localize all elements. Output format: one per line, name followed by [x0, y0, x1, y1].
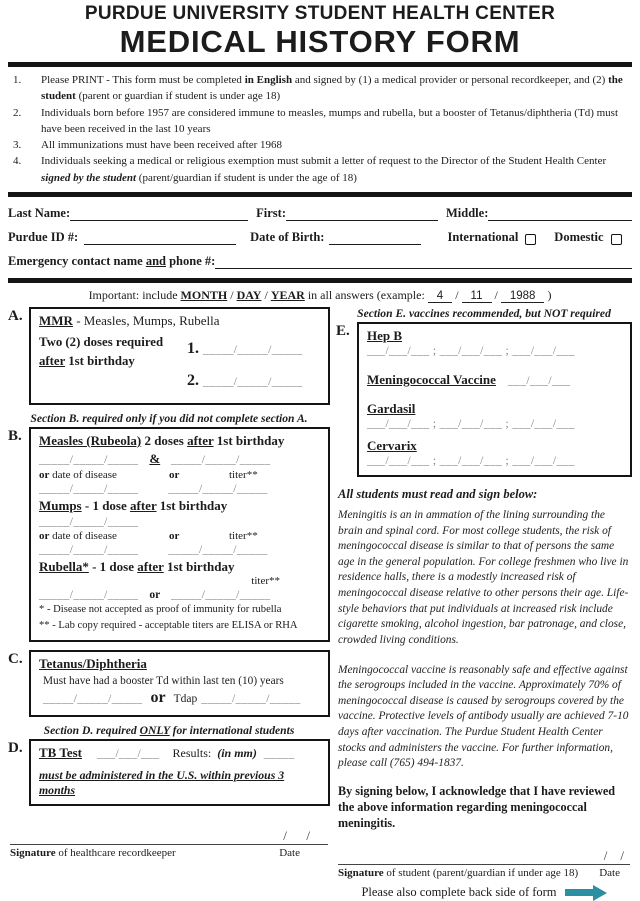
dose-1-date-field[interactable]: _____/_____/_____: [203, 343, 303, 356]
arrow-right-icon: [565, 885, 607, 901]
footnote-1: * - Disease not accepted as proof of immunity for rubella: [39, 603, 282, 615]
first-name-label: First:: [256, 205, 286, 220]
tb-note: must be administered in the U.S. within previous 3 months: [39, 767, 285, 797]
mmr-title: [39, 313, 320, 329]
section-c: [8, 650, 330, 717]
section-e-letter: E.: [336, 322, 350, 339]
gardasil-title: Gardasil: [367, 400, 416, 416]
instructions-list: [8, 70, 632, 189]
year-label: YEAR: [270, 287, 305, 302]
or-label: or: [39, 529, 50, 542]
ampersand: &: [149, 450, 161, 466]
instruction-segment-bold: in English: [244, 74, 293, 87]
tb-test-row: [39, 745, 320, 761]
tetanus-body: Must have had a booster Td within last ten (10) years: [43, 674, 284, 687]
instruction-item-4: [8, 153, 632, 186]
signature-word: Signature: [10, 846, 56, 859]
instruction-segment: Individuals seeking a medical or religious exemption must submit a letter of request to the Director of the Student Health Center: [41, 155, 607, 168]
measles-doses: 2 doses: [141, 432, 188, 448]
section-b: [8, 427, 330, 642]
mumps-date-row: [39, 516, 320, 528]
divider-bar: [8, 62, 632, 67]
mumps-doses: - 1 dose: [81, 497, 131, 513]
gardasil-dates-field[interactable]: ___/___/___ ; ___/___/___ ; ___/___/___: [367, 417, 575, 430]
read-sign-heading: All students must read and sign below:: [338, 486, 538, 501]
label-segment: Emergency contact name: [8, 253, 146, 268]
middle-name-field[interactable]: [488, 207, 632, 221]
last-name-label: Last Name:: [8, 205, 71, 220]
mumps-titer-field[interactable]: _____/_____/_____: [168, 543, 268, 556]
or-date-of-disease: [39, 469, 169, 481]
date-of-disease-label: date of disease: [52, 529, 117, 542]
important-note: [8, 288, 632, 303]
section-b-box: [29, 427, 330, 642]
page-title: MEDICAL HISTORY FORM: [119, 24, 521, 59]
cervarix-title: Cervarix: [367, 437, 417, 453]
international-label: International: [447, 229, 519, 244]
section-c-letter: C.: [8, 650, 23, 667]
instruction-segment-bold-italic: signed by the student: [41, 171, 137, 184]
instruction-segment-bold: the student: [41, 74, 623, 103]
signature-caption: [10, 847, 176, 859]
section-d-header: [8, 724, 330, 737]
mumps-date-field[interactable]: _____/_____/_____: [39, 515, 139, 528]
instruction-text: All immunizations must have been received after 1968: [41, 139, 283, 152]
rubella-titer-caption: titer**: [251, 574, 280, 587]
id-dob-row: [8, 230, 632, 245]
important-text: ): [547, 287, 552, 302]
section-b-header: Section B. required only if you did not complete section A.: [30, 411, 308, 425]
tdap-label: Tdap: [173, 692, 198, 705]
section-d-box: [29, 739, 330, 806]
section-e: [336, 322, 632, 477]
emergency-contact-label: [8, 254, 215, 269]
section-b-letter: B.: [8, 427, 22, 444]
slash: /: [264, 287, 268, 302]
example-month: 4: [428, 290, 452, 303]
instruction-item-2: [8, 105, 632, 138]
slash: /: [494, 287, 498, 302]
dob-label: Date of Birth:: [250, 229, 325, 244]
results-label: Results:: [172, 745, 212, 760]
mumps-or-row: [39, 530, 320, 542]
dose-1-number: 1.: [187, 339, 199, 357]
example-day: 11: [462, 290, 492, 303]
emergency-contact-row: [8, 254, 632, 269]
instruction-item-1: [8, 72, 632, 105]
or-label: or: [39, 468, 50, 481]
meningitis-paragraph-1: Meningitis is an in ammation of the lining surrounding the brain and spinal cord. For most college students, the risk of meningococcal disease is similar to that of persons the same age in the general population. For college freshmen who live in residence halls, there is a modestly increased risk of meningococcal disease relative to other persons their age. Life-style behaviors that put individuals at increased risk include cigarette smoking, alcohol ingestion, bar patronage, and close, crowded living conditions.: [338, 508, 629, 646]
titer-label: titer**: [229, 468, 258, 481]
mumps-label: Mumps: [39, 497, 82, 513]
instruction-number: 3.: [13, 139, 22, 152]
mumps-disease-date-field[interactable]: _____/_____/_____: [39, 543, 139, 556]
instruction-number: 1.: [13, 74, 22, 87]
instruction-number: 2.: [13, 106, 22, 119]
measles-disease-date-field[interactable]: _____/_____/_____: [39, 482, 139, 495]
rubella-date-row: [39, 589, 320, 601]
important-text: Important: include: [88, 287, 181, 302]
birthday-text: 1st birthday: [213, 432, 285, 448]
header-segment: Section D. required: [43, 723, 140, 737]
tdap-date-field[interactable]: _____/_____/_____: [201, 692, 301, 705]
personal-info-section: [8, 206, 632, 269]
org-title: PURDUE UNIVERSITY STUDENT HEALTH CENTER: [84, 3, 556, 24]
recordkeeper-signature-line[interactable]: [10, 828, 328, 845]
left-column: [8, 307, 330, 859]
arrow-shaft: [565, 889, 593, 896]
mmr-subtitle: - Measles, Mumps, Rubella: [72, 312, 220, 328]
right-column: [336, 307, 632, 901]
back-side-note-row: [336, 885, 632, 901]
results-field[interactable]: _____: [263, 747, 295, 760]
measles-title: [39, 433, 320, 449]
measles-titer-field[interactable]: _____/_____/_____: [168, 482, 268, 495]
meningococcal-date-field[interactable]: ___/___/___: [507, 374, 571, 387]
or-label: or: [169, 529, 180, 542]
header-segment: for international students: [169, 723, 295, 737]
mmr-label: MMR: [39, 312, 73, 328]
student-signature-block: [338, 848, 630, 879]
international-checkbox[interactable]: [525, 234, 536, 245]
first-name-field[interactable]: [286, 207, 438, 221]
back-side-note: Please also complete back side of form: [361, 885, 557, 900]
after-underlined: after: [187, 432, 214, 448]
rubella-title: [39, 559, 320, 575]
label-segment: phone #:: [165, 253, 216, 268]
mumps-alt-date-row: [39, 544, 320, 556]
divider-bar: [8, 278, 632, 283]
meningitis-paragraph-2: Meningococcal vaccine is reasonably safe and effective against the serogroups included in the vaccine. Approximately 70% of meningococcal disease is caused by serogroups covered by the vaccine. Protective levels of antibody usually are achieved 7-10 days after vaccination. The Purdue Student Health Center stocks and administers the vaccine. For further information, please call (765) 494-1837.: [338, 663, 629, 770]
signature-word: Signature: [338, 866, 384, 879]
instruction-item-3: [8, 137, 632, 153]
rubella-doses: - 1 dose: [88, 558, 138, 574]
student-signature-line[interactable]: [338, 848, 630, 865]
tetanus-title: Tetanus/Diphtheria: [39, 655, 147, 671]
acknowledgement-text: By signing below, I acknowledge that I have reviewed the above information regarding meningococcal meningitis.: [338, 783, 616, 830]
meningococcal-row: [367, 371, 622, 389]
instruction-segment: and signed by (1) a medical provider or personal recordkeeper, and (2): [292, 74, 609, 87]
month-label: MONTH: [180, 287, 228, 302]
titer-label: titer**: [229, 529, 258, 542]
mmr-requirement: [39, 333, 187, 397]
after-underlined: after: [39, 353, 66, 368]
cervarix-dates-field[interactable]: ___/___/___ ; ___/___/___ ; ___/___/___: [367, 454, 575, 467]
important-text: in all answers (example:: [307, 287, 425, 302]
instruction-number: 4.: [13, 155, 22, 168]
measles-date-row: [39, 451, 320, 467]
instruction-text: Individuals born before 1957 are considered immune to measles, mumps and rubella, but a booster of Tetanus/diphtheria (Td) must have been received in the last 10 years: [41, 106, 618, 135]
date-caption: Date: [599, 866, 620, 879]
purdue-id-field[interactable]: [84, 231, 236, 245]
measles-alt-date-row: [39, 483, 320, 495]
instruction-text: [41, 72, 632, 105]
signature-rest: of healthcare recordkeeper: [55, 846, 176, 859]
requirement-line1: Two (2) doses required: [39, 334, 164, 349]
rubella-titer-field[interactable]: _____/_____/_____: [171, 588, 271, 601]
student-signature-labels: [338, 867, 630, 879]
section-a-letter: A.: [8, 307, 23, 324]
only-underlined: ONLY: [139, 723, 170, 737]
td-date-field[interactable]: _____/_____/_____: [43, 692, 143, 705]
last-name-field[interactable]: [70, 207, 248, 221]
mmr-dose-dates: [187, 333, 320, 397]
section-d: [8, 739, 330, 806]
domestic-checkbox[interactable]: [611, 234, 622, 245]
or-label: or: [150, 688, 166, 706]
requirement-line2: 1st birthday: [65, 353, 135, 368]
footnote-2: ** - Lab copy required - acceptable titers are ELISA or RHA: [39, 620, 298, 632]
section-d-letter: D.: [8, 739, 23, 756]
day-label: DAY: [236, 287, 262, 302]
instruction-text: [41, 153, 632, 186]
hepb-dates-field[interactable]: ___/___/___ ; ___/___/___ ; ___/___/___: [367, 344, 575, 357]
date-caption: Date: [279, 846, 300, 859]
section-e-box: [357, 322, 632, 477]
mumps-title: [39, 498, 320, 514]
instruction-segment: (parent/guardian if student is under the age of 18): [136, 171, 357, 184]
rubella-date-field[interactable]: _____/_____/_____: [39, 588, 139, 601]
date-of-disease-label: date of disease: [52, 468, 117, 481]
hepb-title: Hep B: [367, 327, 403, 343]
emergency-contact-field[interactable]: [215, 255, 632, 269]
tb-test-label: TB Test: [39, 744, 82, 760]
divider-bar: [8, 192, 632, 197]
instruction-segment: Please PRINT - This form must be completed: [41, 74, 245, 87]
tb-test-date-field[interactable]: ___/___/___: [97, 747, 160, 760]
name-row: [8, 206, 632, 221]
or-label: or: [149, 588, 161, 601]
measles-date-2-field[interactable]: _____/_____/_____: [171, 453, 271, 466]
or-label: or: [169, 468, 180, 481]
measles-label: Measles (Rubeola): [39, 432, 142, 448]
middle-name-label: Middle:: [446, 205, 489, 220]
date-slashes: / /: [283, 827, 310, 843]
or-date-of-disease: [39, 530, 169, 542]
after-underlined: after: [130, 497, 157, 513]
tetanus-date-row: [43, 689, 320, 707]
dose-2-number: 2.: [187, 371, 199, 389]
meningococcal-title: Meningococcal Vaccine: [367, 371, 496, 387]
date-slashes: / /: [603, 847, 624, 863]
section-a: [8, 307, 330, 405]
instruction-segment: (parent or guardian if student is under age 18): [75, 90, 281, 103]
signature-caption: [338, 867, 578, 879]
purdue-id-label: Purdue ID #:: [8, 229, 79, 244]
recordkeeper-signature-labels: [10, 847, 328, 859]
domestic-label: Domestic: [554, 229, 604, 244]
dob-field[interactable]: [329, 231, 421, 245]
measles-or-row: [39, 469, 320, 481]
slash: /: [455, 287, 459, 302]
rubella-label: Rubella*: [39, 558, 89, 574]
slash: /: [230, 287, 234, 302]
example-year: 1988: [501, 290, 545, 303]
recordkeeper-signature-block: [10, 828, 328, 859]
label-segment-underlined: and: [145, 253, 166, 268]
arrow-head: [593, 885, 607, 901]
measles-date-1-field[interactable]: _____/_____/_____: [39, 453, 139, 466]
signature-rest: of student (parent/guardian if under age 18): [383, 866, 579, 879]
section-c-box: [29, 650, 330, 717]
dose-2-date-field[interactable]: _____/_____/_____: [203, 375, 303, 388]
section-a-box: [29, 307, 330, 405]
section-e-header: Section E. vaccines recommended, but NOT required: [357, 306, 611, 320]
birthday-text: 1st birthday: [156, 497, 228, 513]
birthday-text: 1st birthday: [163, 558, 235, 574]
in-mm-label: (in mm): [217, 745, 257, 760]
after-underlined: after: [137, 558, 164, 574]
